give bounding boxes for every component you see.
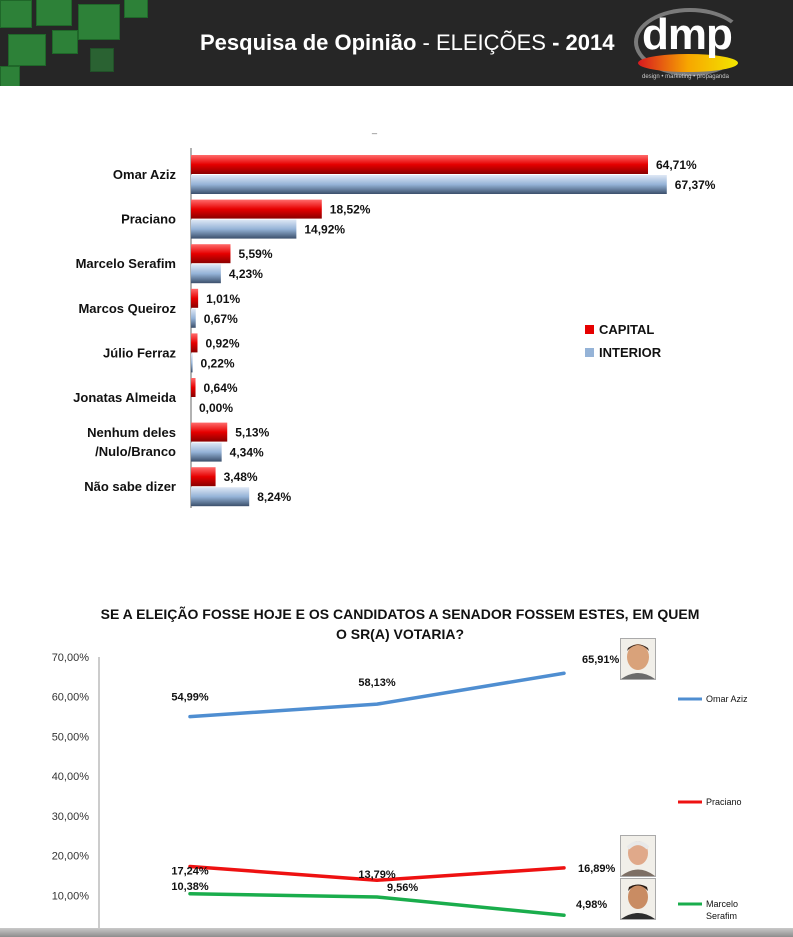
interior-bar xyxy=(191,309,196,328)
line-chart-title-line: O SR(A) VOTARIA? xyxy=(335,626,465,642)
data-label: 9,56% xyxy=(387,882,419,895)
dmp-logo xyxy=(632,6,744,84)
interior-bar xyxy=(191,443,222,462)
page-title xyxy=(200,30,614,56)
bar-value-label: 3,48% xyxy=(223,470,258,485)
capital-bar xyxy=(191,333,197,352)
bar-category-label: Júlio Ferraz xyxy=(103,345,176,361)
logo-tagline: design • marketing • propaganda xyxy=(642,74,729,80)
bar-value-label: 67,37% xyxy=(674,178,716,192)
bar-value-label: 4,34% xyxy=(229,445,264,460)
data-label: 58,13% xyxy=(358,677,396,690)
y-tick-label: 70,00% xyxy=(51,652,89,664)
bottom-scroll-strip xyxy=(0,928,793,937)
person-icon xyxy=(621,836,655,876)
capital-bar xyxy=(191,467,216,486)
data-label: 54,99% xyxy=(171,691,209,704)
person-icon xyxy=(621,639,655,679)
capital-bar xyxy=(191,200,322,219)
data-label: 65,91% xyxy=(582,654,620,667)
candidate-photo-omar-aziz xyxy=(620,638,656,680)
bar-value-label: 14,92% xyxy=(304,222,346,237)
bar-value-label: 1,01% xyxy=(206,291,241,306)
decor-square xyxy=(90,48,114,72)
bar-value-label: 0,67% xyxy=(203,311,238,326)
title-bold: Pesquisa de Opinião xyxy=(200,30,417,55)
dash-mark: _ xyxy=(372,124,378,134)
logo-text: dmp xyxy=(642,10,732,59)
legend-swatch-capital xyxy=(585,325,594,334)
capital-bar xyxy=(191,423,227,442)
bar-value-label: 5,59% xyxy=(238,247,273,262)
decor-square xyxy=(0,66,20,86)
legend-label: Serafim xyxy=(706,911,738,921)
person-icon xyxy=(621,879,655,919)
y-tick-label: 40,00% xyxy=(51,771,89,784)
decor-square xyxy=(78,4,120,40)
bar-category-label: /Nulo/Branco xyxy=(95,444,176,460)
y-tick-label: 50,00% xyxy=(51,731,89,744)
capital-bar xyxy=(191,289,198,308)
bar-value-label: 0,92% xyxy=(205,336,240,351)
y-tick-label: 20,00% xyxy=(51,850,89,863)
bar-category-label: Praciano xyxy=(121,211,176,227)
bar-category-label: Marcos Queiroz xyxy=(78,300,176,316)
legend-label-interior: INTERIOR xyxy=(599,345,662,360)
decor-square xyxy=(52,30,78,54)
line-chart xyxy=(0,640,793,930)
bar-value-label: 0,00% xyxy=(199,401,234,415)
legend-label-capital: CAPITAL xyxy=(599,322,655,337)
bar-value-label: 4,23% xyxy=(228,267,263,282)
bar-category-label: Nenhum deles xyxy=(87,425,176,441)
bar-value-label: 18,52% xyxy=(329,202,371,217)
bar-value-label: 5,13% xyxy=(235,425,270,440)
header-banner xyxy=(0,0,793,86)
legend-label: Omar Aziz xyxy=(706,694,748,704)
line-chart-title-line: SE A ELEIÇÃO FOSSE HOJE E OS CANDIDATOS A SENADOR FOSSEM ESTES, EM QUEM xyxy=(100,606,700,622)
data-label: 16,89% xyxy=(578,862,616,875)
line-chart-title xyxy=(100,604,700,644)
series-line xyxy=(190,894,564,915)
bar-value-label: 64,71% xyxy=(656,158,697,172)
y-tick-label: 30,00% xyxy=(51,810,89,823)
legend-label: Praciano xyxy=(706,797,742,807)
legend-label: Marcelo xyxy=(706,899,739,909)
interior-bar xyxy=(191,264,221,283)
interior-bar xyxy=(191,487,249,506)
title-normal: - ELEIÇÕES xyxy=(416,30,546,55)
bar-value-label: 0,64% xyxy=(203,381,238,395)
bar-category-label: Marcelo Serafim xyxy=(75,256,176,272)
capital-bar xyxy=(191,155,648,174)
candidate-photo-praciano xyxy=(620,835,656,877)
y-tick-label: 10,00% xyxy=(51,890,89,903)
bar-category-label: Não sabe dizer xyxy=(84,479,176,495)
interior-bar xyxy=(191,175,667,194)
interior-bar xyxy=(191,353,193,372)
decor-square xyxy=(0,0,32,28)
capital-bar xyxy=(191,244,230,263)
decor-square xyxy=(124,0,148,18)
candidate-photo-marcelo-serafim xyxy=(620,878,656,920)
data-label: 17,24% xyxy=(171,865,209,878)
bar-value-label: 0,22% xyxy=(200,356,235,371)
bar-chart xyxy=(0,140,793,520)
decor-square xyxy=(8,34,46,66)
y-tick-label: 60,00% xyxy=(51,691,89,704)
decor-square xyxy=(36,0,72,26)
capital-bar xyxy=(191,378,196,397)
bar-category-label: Omar Aziz xyxy=(112,167,176,182)
legend-swatch-interior xyxy=(585,348,594,357)
data-label: 10,38% xyxy=(171,880,209,893)
data-label: 4,98% xyxy=(576,899,608,912)
bar-category-label: Jonatas Almeida xyxy=(73,390,176,405)
title-year: - 2014 xyxy=(545,30,615,55)
interior-bar xyxy=(191,220,296,239)
bar-value-label: 8,24% xyxy=(257,490,292,505)
data-label: 13,79% xyxy=(358,869,396,882)
